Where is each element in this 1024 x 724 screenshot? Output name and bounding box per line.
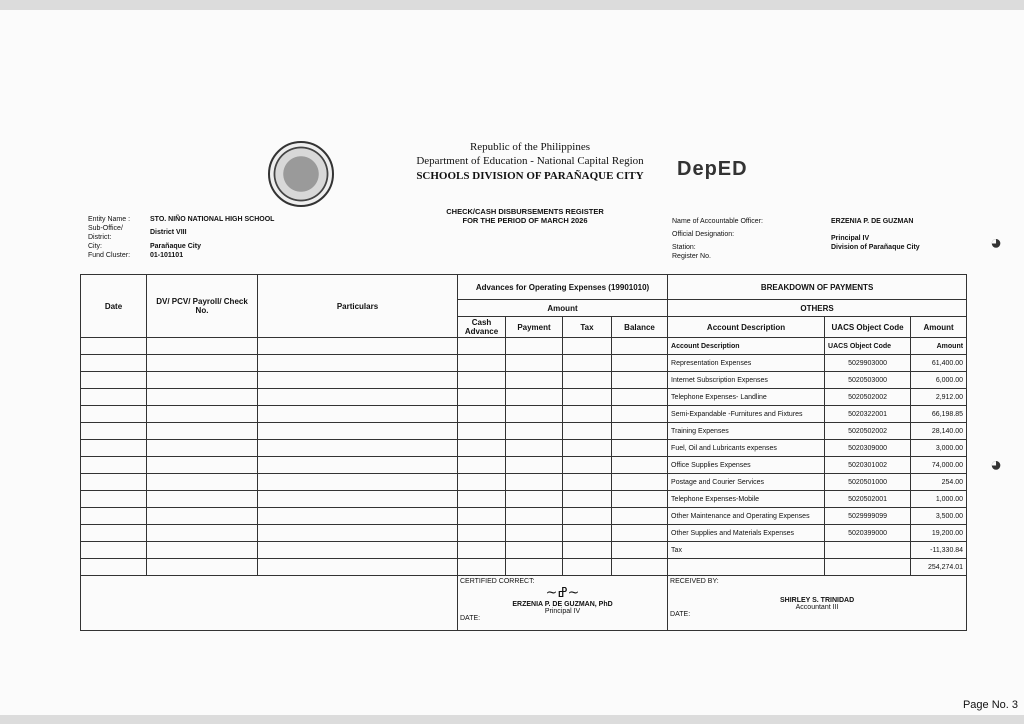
account-desc-cell: Semi-Expandable -Furnitures and Fixtures — [668, 406, 825, 423]
empty-cell — [147, 559, 258, 576]
empty-cell — [506, 355, 563, 372]
empty-cell — [612, 355, 668, 372]
district-label: District: — [88, 234, 112, 241]
empty-cell — [506, 474, 563, 491]
header-line-2: Department of Education - National Capital Region — [416, 155, 644, 167]
empty-cell — [563, 508, 612, 525]
empty-cell — [458, 389, 506, 406]
empty-cell — [506, 525, 563, 542]
col-tax: Tax — [563, 317, 612, 338]
empty-cell — [147, 542, 258, 559]
signature-row — [81, 576, 967, 631]
table-row — [81, 406, 967, 423]
empty-cell — [458, 372, 506, 389]
col-cash-advance: Cash Advance — [458, 317, 506, 338]
fund-label: Fund Cluster: — [88, 252, 131, 259]
empty-cell — [506, 491, 563, 508]
empty-cell — [612, 525, 668, 542]
title-line-1: CHECK/CASH DISBURSEMENTS REGISTER — [446, 207, 604, 216]
empty-cell — [81, 491, 147, 508]
subheader-uacs: UACS Object Code — [825, 338, 911, 355]
uacs-code-cell — [825, 542, 911, 559]
account-desc-cell: Other Supplies and Materials Expenses — [668, 525, 825, 542]
col-amount: Amount — [458, 300, 668, 317]
designation-label: Official Designation: — [672, 231, 735, 238]
amount-cell: 6,000.00 — [911, 372, 967, 389]
account-desc-cell: Fuel, Oil and Lubricants expenses — [668, 440, 825, 457]
account-desc-cell — [668, 559, 825, 576]
empty-cell — [81, 372, 147, 389]
empty-cell — [258, 389, 458, 406]
empty-cell — [458, 508, 506, 525]
received-label: RECEIVED BY: — [670, 578, 719, 585]
empty-cell — [563, 559, 612, 576]
amount-cell: 28,140.00 — [911, 423, 967, 440]
empty-cell — [458, 525, 506, 542]
uacs-code-cell: 5020399000 — [825, 525, 911, 542]
empty-cell — [506, 559, 563, 576]
amount-cell: 66,198.85 — [911, 406, 967, 423]
fund-value: 01-101101 — [150, 252, 184, 259]
uacs-code-cell: 5020322001 — [825, 406, 911, 423]
table-subheader-row — [81, 338, 967, 355]
empty-cell — [563, 406, 612, 423]
amount-cell: -11,330.84 — [911, 542, 967, 559]
amount-cell: 3,500.00 — [911, 508, 967, 525]
amount-cell: 1,000.00 — [911, 491, 967, 508]
disbursement-register-table — [80, 274, 967, 631]
amount-cell: 254,274.01 — [911, 559, 967, 576]
empty-cell — [506, 423, 563, 440]
empty-cell — [612, 542, 668, 559]
officer-name-label: Name of Accountable Officer: — [672, 218, 763, 225]
empty-cell — [258, 372, 458, 389]
amount-cell: 74,000.00 — [911, 457, 967, 474]
account-desc-cell: Representation Expenses — [668, 355, 825, 372]
table-row — [81, 457, 967, 474]
entity-values — [150, 215, 274, 260]
empty-cell — [147, 355, 258, 372]
empty-cell — [458, 355, 506, 372]
empty-cell — [147, 474, 258, 491]
amount-cell: 19,200.00 — [911, 525, 967, 542]
empty-cell — [563, 372, 612, 389]
empty-cell — [563, 542, 612, 559]
col-others: OTHERS — [668, 300, 967, 317]
empty-cell — [612, 423, 668, 440]
empty-cell — [81, 423, 147, 440]
station-value: Division of Parañaque City — [831, 244, 920, 251]
empty-cell — [81, 440, 147, 457]
receiver-name: SHIRLEY S. TRINIDAD — [779, 597, 855, 604]
empty-cell — [458, 440, 506, 457]
empty-cell — [258, 525, 458, 542]
certifier-name: ERZENIA P. DE GUZMAN, PhD — [512, 601, 613, 608]
empty-cell — [81, 525, 147, 542]
empty-cell — [147, 525, 258, 542]
amount-cell: 254.00 — [911, 474, 967, 491]
received-block — [668, 576, 967, 631]
empty-cell — [612, 491, 668, 508]
title-line-2: FOR THE PERIOD OF MARCH 2026 — [462, 216, 588, 225]
certifier-title: Principal IV — [544, 608, 581, 615]
letterhead — [380, 141, 680, 182]
city-value: Parañaque City — [150, 243, 201, 250]
account-desc-cell: Telephone Expenses-Mobile — [668, 491, 825, 508]
empty-cell — [147, 457, 258, 474]
empty-cell — [612, 559, 668, 576]
col-uacs: UACS Object Code — [825, 317, 911, 338]
empty-cell — [258, 508, 458, 525]
table-row — [81, 372, 967, 389]
account-desc-cell: Telephone Expenses- Landline — [668, 389, 825, 406]
uacs-code-cell: 5020309000 — [825, 440, 911, 457]
empty-cell — [563, 355, 612, 372]
district-value: District VIII — [150, 229, 187, 236]
empty-cell — [458, 406, 506, 423]
table-row — [81, 474, 967, 491]
empty-cell — [81, 474, 147, 491]
empty-cell — [612, 389, 668, 406]
empty-cell — [258, 491, 458, 508]
entity-value: STO. NIÑO NATIONAL HIGH SCHOOL — [150, 216, 275, 223]
empty-cell — [612, 457, 668, 474]
empty-cell — [258, 355, 458, 372]
empty-cell — [612, 474, 668, 491]
uacs-code-cell: 5029903000 — [825, 355, 911, 372]
col-amount: Amount — [911, 317, 967, 338]
amount-cell: 61,400.00 — [911, 355, 967, 372]
empty-cell — [563, 440, 612, 457]
empty-cell — [81, 406, 147, 423]
empty-cell — [506, 508, 563, 525]
empty-cell — [258, 406, 458, 423]
account-desc-cell: Other Maintenance and Operating Expenses — [668, 508, 825, 525]
empty-cell — [147, 440, 258, 457]
page-number: Page No. 3 — [962, 699, 1018, 711]
empty-cell — [258, 457, 458, 474]
empty-cell — [258, 440, 458, 457]
empty-cell — [147, 406, 258, 423]
uacs-code-cell: 5020301002 — [825, 457, 911, 474]
col-advances: Advances for Operating Expenses (19901010) — [458, 275, 668, 300]
empty-cell — [147, 491, 258, 508]
empty-cell — [81, 457, 147, 474]
account-desc-cell: Internet Subscription Expenses — [668, 372, 825, 389]
subheader-account-desc: Account Description — [668, 338, 825, 355]
uacs-code-cell: 5020502002 — [825, 389, 911, 406]
col-particulars: Particulars — [258, 275, 458, 338]
table-row — [81, 440, 967, 457]
empty-cell — [612, 508, 668, 525]
certified-label: CERTIFIED CORRECT: — [460, 578, 535, 585]
deped-logo: DepED — [677, 158, 748, 180]
entity-labels — [88, 215, 130, 260]
uacs-code-cell: 5029999099 — [825, 508, 911, 525]
certified-block — [458, 576, 668, 631]
empty-cell — [563, 423, 612, 440]
empty-cell — [147, 508, 258, 525]
col-dv: DV/ PCV/ Payroll/ Check No. — [147, 275, 258, 338]
subheader-amount: Amount — [911, 338, 967, 355]
empty-cell — [506, 440, 563, 457]
uacs-code-cell: 5020501000 — [825, 474, 911, 491]
col-breakdown: BREAKDOWN OF PAYMENTS — [668, 275, 967, 300]
officer-labels — [672, 217, 763, 261]
table-row — [81, 491, 967, 508]
empty-cell — [458, 474, 506, 491]
document-sheet — [0, 10, 1024, 715]
empty-cell — [458, 423, 506, 440]
empty-cell — [81, 355, 147, 372]
officer-name-value: ERZENIA P. DE GUZMAN — [831, 218, 914, 225]
empty-cell — [258, 559, 458, 576]
empty-cell — [81, 389, 147, 406]
table-row — [81, 542, 967, 559]
binder-clip-icon: ◕ — [990, 232, 1003, 254]
empty-cell — [506, 457, 563, 474]
account-desc-cell: Tax — [668, 542, 825, 559]
empty-cell — [612, 372, 668, 389]
table-row — [81, 508, 967, 525]
empty-cell — [458, 559, 506, 576]
header-line-1: Republic of the Philippines — [469, 141, 591, 153]
empty-cell — [506, 406, 563, 423]
empty-cell — [81, 559, 147, 576]
empty-cell — [258, 474, 458, 491]
account-desc-cell: Office Supplies Expenses — [668, 457, 825, 474]
col-balance: Balance — [612, 317, 668, 338]
empty-cell — [563, 525, 612, 542]
division-seal-logo — [268, 141, 334, 207]
uacs-code-cell: 5020502002 — [825, 423, 911, 440]
register-title — [400, 207, 650, 225]
register-label: Register No. — [672, 253, 711, 260]
designation-value: Principal IV — [831, 235, 870, 242]
entity-label: Entity Name : — [88, 216, 131, 223]
empty-cell — [563, 474, 612, 491]
empty-cell — [147, 389, 258, 406]
empty-cell — [81, 542, 147, 559]
col-account-desc: Account Description — [668, 317, 825, 338]
empty-cell — [258, 423, 458, 440]
uacs-code-cell — [825, 559, 911, 576]
certified-date-label: DATE: — [460, 615, 481, 622]
empty-cell — [147, 372, 258, 389]
table-row — [81, 389, 967, 406]
officer-values — [831, 217, 920, 252]
account-desc-cell: Postage and Courier Services — [668, 474, 825, 491]
uacs-code-cell: 5020502001 — [825, 491, 911, 508]
signature-mark: ~ߝ~ — [545, 585, 580, 601]
empty-cell — [612, 440, 668, 457]
empty-cell — [458, 491, 506, 508]
empty-cell — [563, 491, 612, 508]
table-row — [81, 525, 967, 542]
receiver-title: Accountant III — [795, 604, 839, 611]
station-label: Station: — [672, 244, 696, 251]
city-label: City: — [88, 243, 102, 250]
empty-cell — [81, 508, 147, 525]
col-payment: Payment — [506, 317, 563, 338]
suboffice-label: Sub-Office/ — [88, 225, 123, 232]
empty-cell — [458, 457, 506, 474]
table-row — [81, 559, 967, 576]
empty-cell — [506, 389, 563, 406]
empty-cell — [147, 423, 258, 440]
empty-cell — [563, 389, 612, 406]
empty-cell — [612, 406, 668, 423]
empty-cell — [458, 542, 506, 559]
amount-cell: 3,000.00 — [911, 440, 967, 457]
empty-cell — [506, 542, 563, 559]
table-row — [81, 355, 967, 372]
binder-clip-icon: ◕ — [990, 454, 1003, 476]
col-date: Date — [81, 275, 147, 338]
empty-cell — [258, 542, 458, 559]
account-desc-cell: Training Expenses — [668, 423, 825, 440]
amount-cell: 2,912.00 — [911, 389, 967, 406]
empty-cell — [506, 372, 563, 389]
empty-cell — [563, 457, 612, 474]
header-line-3: SCHOOLS DIVISION OF PARAÑAQUE CITY — [416, 170, 644, 182]
uacs-code-cell: 5020503000 — [825, 372, 911, 389]
received-date-label: DATE: — [670, 611, 691, 618]
table-row — [81, 423, 967, 440]
